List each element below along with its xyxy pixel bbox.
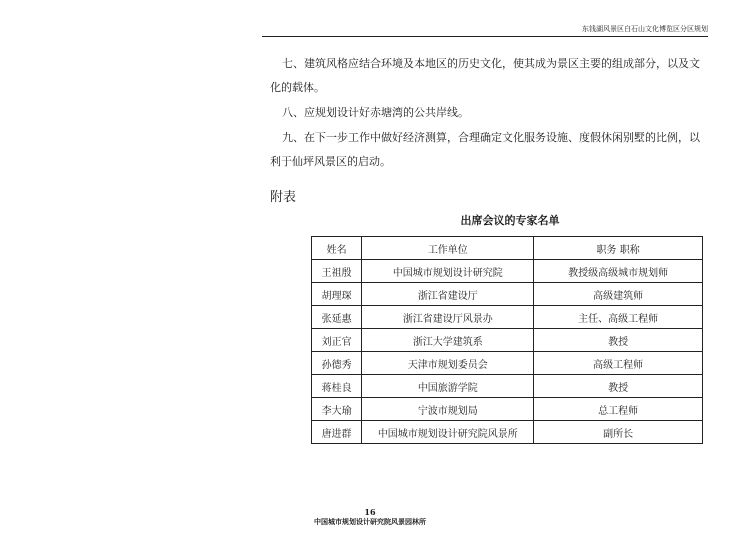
cell-unit: 浙江大学建筑系 <box>362 329 534 352</box>
cell-title: 主任、高级工程师 <box>534 306 703 329</box>
footer-organization: 中国城市规划设计研究院风景园林所 <box>314 517 426 526</box>
header-rule <box>262 36 708 37</box>
table-row <box>312 306 703 329</box>
table-row <box>312 398 703 421</box>
cell-name: 王祖殷 <box>312 260 362 283</box>
paragraph-9-line-1: 九、在下一步工作中做好经济测算，合理确定文化服务设施、度假休闲别墅的比例，以 <box>282 131 700 144</box>
cell-name: 张延惠 <box>312 306 362 329</box>
running-header-title: 东钱湖风景区白石山文化博览区分区规划 <box>582 25 708 33</box>
cell-unit: 中国城市规划设计研究院 <box>362 260 534 283</box>
cell-unit: 浙江省建设厅 <box>362 283 534 306</box>
cell-unit: 浙江省建设厅风景办 <box>362 306 534 329</box>
cell-unit: 中国城市规划设计研究院风景所 <box>362 421 534 444</box>
cell-name: 唐进群 <box>312 421 362 444</box>
paragraph-9-line-2: 利于仙坪风景区的启动。 <box>270 155 391 168</box>
cell-unit: 天津市规划委员会 <box>362 352 534 375</box>
cell-title: 教授 <box>534 375 703 398</box>
table-row <box>312 260 703 283</box>
paragraph-8 <box>282 101 702 125</box>
column-header-title: 职务 职称 <box>534 237 703 260</box>
paragraph-9 <box>270 126 702 174</box>
cell-name: 李大瑜 <box>312 398 362 421</box>
table-row <box>312 421 703 444</box>
cell-title: 教授 <box>534 329 703 352</box>
cell-title: 总工程师 <box>534 398 703 421</box>
column-header-unit: 工作单位 <box>362 237 534 260</box>
cell-unit: 宁波市规划局 <box>362 398 534 421</box>
cell-title: 教授级高级城市规划师 <box>534 260 703 283</box>
page-number: 16 <box>364 507 376 517</box>
paragraph-7 <box>270 52 702 100</box>
cell-title: 高级建筑师 <box>534 283 703 306</box>
table-title: 出席会议的专家名单 <box>460 214 560 227</box>
cell-title: 高级工程师 <box>534 352 703 375</box>
table-row <box>312 375 703 398</box>
appendix-heading: 附表 <box>270 190 297 205</box>
paragraph-7-line-2: 化的载体。 <box>270 81 325 94</box>
table-row <box>312 329 703 352</box>
cell-name: 蒋桂良 <box>312 375 362 398</box>
cell-name: 孙德秀 <box>312 352 362 375</box>
paragraph-8-line-1: 八、应规划设计好赤塘湾的公共岸线。 <box>282 106 469 119</box>
table-row <box>312 283 703 306</box>
table-header-row <box>312 237 703 260</box>
cell-name: 胡理琛 <box>312 283 362 306</box>
column-header-name: 姓名 <box>312 237 362 260</box>
cell-name: 刘正官 <box>312 329 362 352</box>
paragraph-7-line-1: 七、建筑风格应结合环境及本地区的历史文化，使其成为景区主要的组成部分，以及文 <box>282 57 700 70</box>
cell-unit: 中国旅游学院 <box>362 375 534 398</box>
experts-table <box>311 236 703 444</box>
cell-title: 副所长 <box>534 421 703 444</box>
table-row <box>312 352 703 375</box>
